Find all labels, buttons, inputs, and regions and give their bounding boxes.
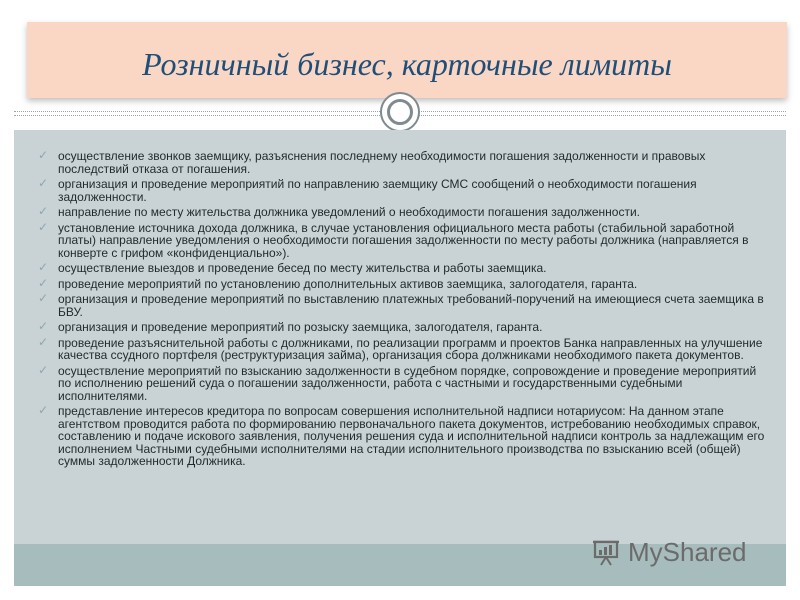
list-item-text: осуществление мероприятий по взысканию задолженности в судебном порядке, сопровождение и проведение мероприятий по исполнению решений суда о погашении задолженности, работа с частными и государственными судебными исполнителями. (58, 363, 757, 403)
checkmark-icon: ✓ (38, 334, 49, 349)
checkmark-icon: ✓ (38, 275, 49, 290)
checkmark-icon: ✓ (38, 204, 49, 218)
list-item (36, 362, 766, 403)
list-item (36, 219, 766, 260)
list-item-text: проведение разъяснительной работы с должниками, по реализации программ и проектов Банка направленных на улучшение качества ссудного портфеля (реструктуризация займа), организация сбора должниками необходимого пакета документов. (58, 335, 763, 362)
list-item-text: организация и проведение мероприятий по направлению заемщику СМС сообщений о необходимости погашения задолженности. (58, 177, 697, 204)
list-item (36, 150, 766, 175)
list-item (36, 321, 766, 334)
list-item-text: осуществление звонков заемщику, разъяснения последнему необходимости погашения задолженности и правовых последствий отказа от погашения. (58, 149, 706, 176)
list-item (36, 275, 766, 291)
list-item (36, 178, 766, 203)
checkmark-icon: ✓ (38, 148, 49, 162)
list-item-text: организация и проведение мероприятий по выставлению платежных требований-поручений на имеющиеся счета заемщика в БВУ. (58, 292, 764, 319)
list-item-text: осуществление выездов и проведение бесед по месту жительства и работы заемщика. (58, 261, 547, 275)
list-item (36, 262, 766, 275)
circle-ornament-icon (380, 92, 420, 132)
checkmark-icon: ✓ (38, 176, 49, 190)
content-area (14, 130, 786, 544)
list-item (36, 206, 766, 219)
watermark (592, 534, 747, 570)
list-item-text: организация и проведение мероприятий по розыску заемщика, залогодателя, гаранта. (58, 320, 543, 334)
slide-title: Розничный бизнес, карточные лимиты (142, 46, 672, 82)
checkmark-icon: ✓ (38, 219, 49, 234)
list-item-text: проведение мероприятий по установлению дополнительных активов заемщика, залогодателя, гаранта. (58, 276, 638, 291)
checkmark-icon: ✓ (38, 362, 49, 377)
checkmark-icon: ✓ (38, 319, 49, 333)
checkmark-icon: ✓ (38, 291, 49, 305)
title-box (27, 22, 787, 98)
list-item-text: установление источника дохода должника, в случае установления официального места работы (стабильной заработной платы) направление уведомления о необходимости погашения задолженности по месту работы должника (направляется в конверте с грифом «конфиденциально»). (58, 220, 749, 260)
bullet-list (36, 150, 766, 471)
slide (14, 14, 786, 586)
presentation-board-icon (592, 539, 622, 565)
checkmark-icon: ✓ (38, 260, 49, 274)
checkmark-icon: ✓ (38, 403, 49, 417)
watermark-text: MyShared (628, 536, 747, 567)
list-item (36, 405, 766, 468)
circle-ornament-inner (387, 99, 413, 125)
list-item (36, 293, 766, 318)
list-item-text: представление интересов кредитора по вопросам совершения исполнительной надписи нотариусом: На данном этапе агентством проводится работа по формированию первоначального пакета документов, истребованию необходимых справок, составлению и подаче искового заявления, получения решения суда и исполнительной надписи контроль за надлежащим его исполнением Частными судебными исполнителями на стадии исполнительного производства по взысканию всей (общей) суммы задолженности Должника. (58, 404, 765, 468)
list-item-text: направление по месту жительства должника уведомлений о необходимости погашения задолженности. (58, 205, 640, 219)
list-item (36, 334, 766, 362)
